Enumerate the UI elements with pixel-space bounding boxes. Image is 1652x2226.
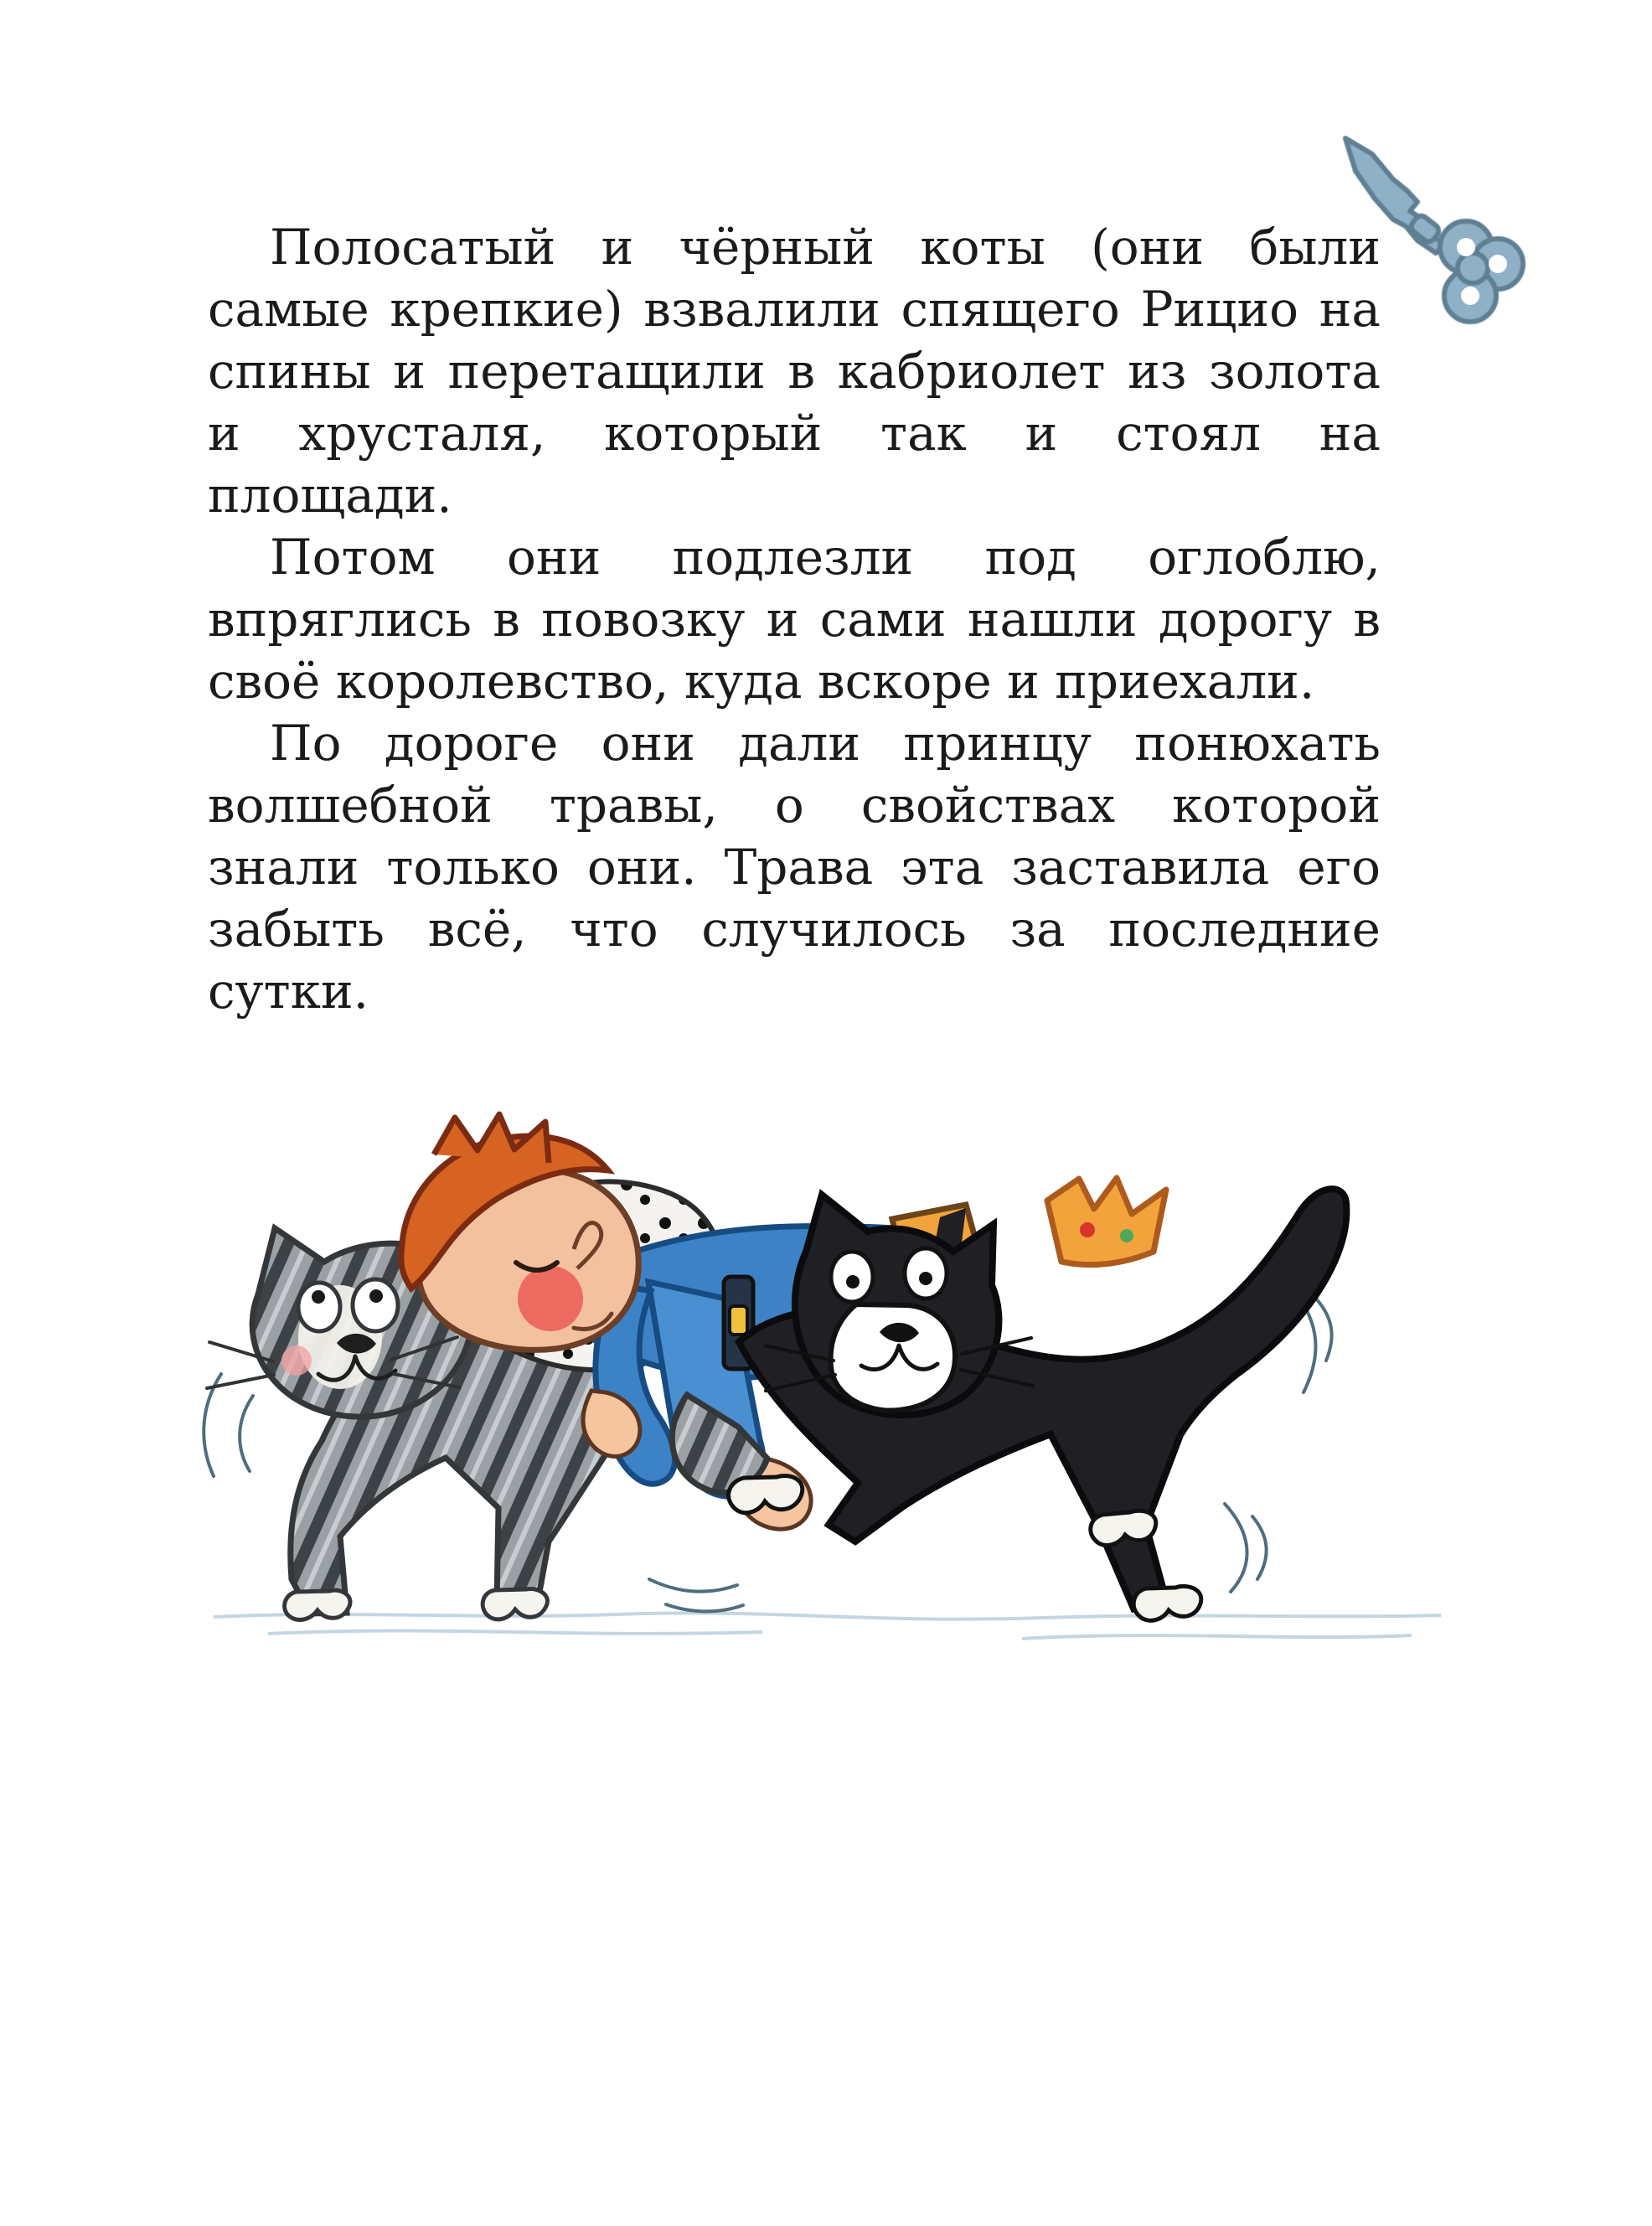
story-paragraph: Потом они подлезли под оглоблю, впряглись в повозку и сами нашли дорогу в своё королевство, куда вскоре и приехали.: [208, 529, 1381, 710]
floor-shadow: [214, 1613, 1441, 1639]
story-text: [208, 216, 1381, 1022]
story-paragraph: По дороге они дали принцу понюхать волшебной травы, о свойствах которой знали только они. Трава эта заставила его забыть всё, что случилось за последние сутки.: [208, 715, 1381, 1020]
story-paragraph: Полосатый и чёрный коты (они были самые крепкие) взвалили спящего Рицио на спины и перетащили в кабриолет из золота и хрусталя, который так и стоял на площади.: [208, 219, 1381, 524]
cats-carrying-prince-illustration: [193, 1098, 1466, 1701]
